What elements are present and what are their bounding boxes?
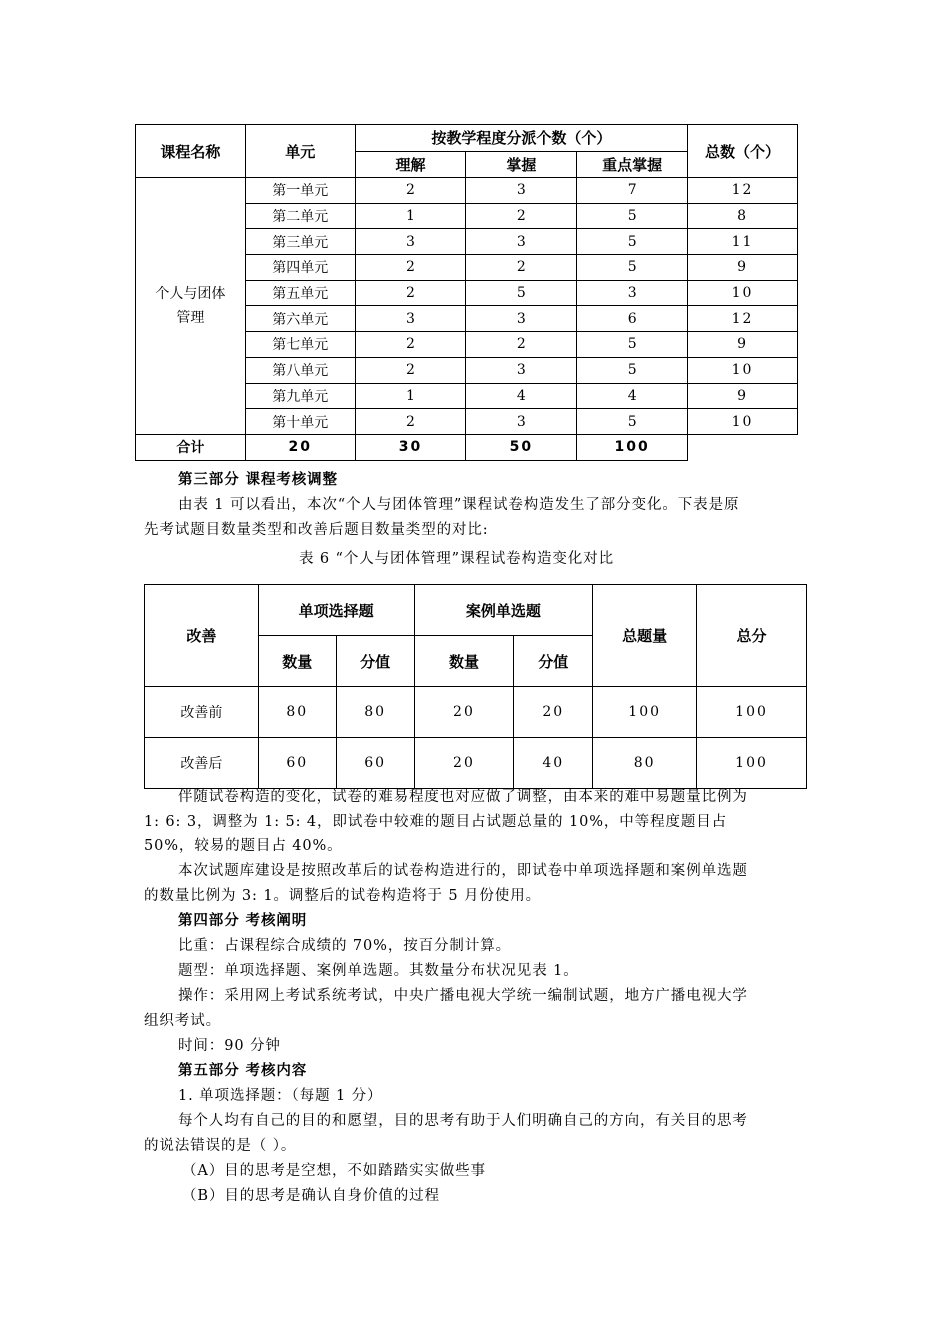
sc-count-cell: 60: [258, 738, 336, 789]
table-row: [145, 687, 807, 738]
header-single-choice: 单项选择题: [258, 585, 414, 636]
total-cell: 12: [688, 306, 798, 332]
question-line1: 每个人均有自己的目的和愿望，目的思考有助于人们明确自己的方向，有关目的思考: [178, 1113, 748, 1129]
total-cell: 9: [688, 255, 798, 281]
cc-score-cell: 20: [514, 687, 593, 738]
understand-cell: 2: [355, 255, 466, 281]
understand-cell: 3: [355, 229, 466, 255]
row-label: 改善前: [145, 687, 259, 738]
header-master: 掌握: [466, 151, 577, 178]
unit-cell: 第八单元: [245, 357, 355, 383]
total-cell: 11: [688, 229, 798, 255]
course-name-cell: [136, 178, 246, 435]
key-cell: 5: [577, 332, 688, 358]
sum-key: 50: [466, 434, 577, 460]
total-q-cell: 100: [593, 687, 697, 738]
option-a: （A）目的思考是空想，不如踏踏实实做些事: [182, 1163, 486, 1179]
para3-line2: 的数量比例为 3: 1。调整后的试卷构造将于 5 月份使用。: [144, 888, 541, 904]
header-cc-score: 分值: [514, 636, 593, 687]
total-cell: 9: [688, 332, 798, 358]
unit-cell: 第四单元: [245, 255, 355, 281]
master-cell: 3: [466, 178, 577, 204]
total-cell: 9: [688, 383, 798, 409]
header-course: 课程名称: [136, 125, 246, 178]
master-cell: 3: [466, 306, 577, 332]
understand-cell: 2: [355, 409, 466, 435]
cc-score-cell: 40: [514, 738, 593, 789]
part4-operation-line2: 组织考试。: [144, 1013, 221, 1029]
header-sc-score: 分值: [336, 636, 414, 687]
part4-heading: 第四部分 考核阐明: [178, 913, 308, 929]
unit-distribution-table: [135, 124, 798, 461]
part4-types: 题型：单项选择题、案例单选题。其数量分布状况见表 1。: [178, 963, 579, 979]
sum-total: 100: [577, 434, 688, 460]
understand-cell: 3: [355, 306, 466, 332]
para2-line3: 50%，较易的题目占 40%。: [144, 838, 343, 854]
para2-line1: 伴随试卷构造的变化，试卷的难易程度也对应做了调整，由本来的难中易题量比例为: [178, 789, 748, 805]
key-cell: 5: [577, 357, 688, 383]
part3-para-line2: 先考试题目数量类型和改善后题目数量类型的对比:: [144, 522, 489, 538]
master-cell: 4: [466, 383, 577, 409]
understand-cell: 2: [355, 280, 466, 306]
table-caption: 表 6 “个人与团体管理”课程试卷构造变化对比: [299, 551, 614, 567]
sc-count-cell: 80: [258, 687, 336, 738]
option-b: （B）目的思考是确认自身价值的过程: [182, 1188, 440, 1204]
unit-cell: 第五单元: [245, 280, 355, 306]
key-cell: 7: [577, 178, 688, 204]
master-cell: 5: [466, 280, 577, 306]
course-name-line2: 管理: [176, 309, 205, 326]
key-cell: 5: [577, 203, 688, 229]
total-score-cell: 100: [697, 687, 807, 738]
header-unit: 单元: [245, 125, 355, 178]
part4-time: 时间：90 分钟: [178, 1038, 281, 1054]
sum-label: 合计: [136, 434, 246, 460]
header-sc-count: 数量: [258, 636, 336, 687]
total-cell: 10: [688, 280, 798, 306]
total-cell: 12: [688, 178, 798, 204]
header-cc-count: 数量: [414, 636, 514, 687]
question-type: 1. 单项选择题：（每题 1 分）: [178, 1088, 383, 1104]
total-q-cell: 80: [593, 738, 697, 789]
cc-count-cell: 20: [414, 738, 514, 789]
part3-para-line1: 由表 1 可以看出，本次“个人与团体管理”课程试卷构造发生了部分变化。下表是原: [178, 497, 740, 513]
part3-heading: 第三部分 课程考核调整: [178, 472, 338, 488]
key-cell: 5: [577, 255, 688, 281]
question-line2: 的说法错误的是（ ）。: [144, 1138, 297, 1154]
total-score-cell: 100: [697, 738, 807, 789]
sc-score-cell: 80: [336, 687, 414, 738]
header-case-choice: 案例单选题: [414, 585, 593, 636]
master-cell: 3: [466, 357, 577, 383]
sum-understand: 20: [245, 434, 355, 460]
part4-weight: 比重：占课程综合成绩的 70%，按百分制计算。: [178, 938, 512, 954]
header-improve: 改善: [145, 585, 259, 687]
key-cell: 3: [577, 280, 688, 306]
understand-cell: 1: [355, 203, 466, 229]
unit-cell: 第十单元: [245, 409, 355, 435]
total-cell: 10: [688, 357, 798, 383]
understand-cell: 1: [355, 383, 466, 409]
table-row: [136, 178, 798, 204]
master-cell: 2: [466, 203, 577, 229]
header-total-score: 总分: [697, 585, 807, 687]
part4-operation-line1: 操作：采用网上考试系统考试，中央广播电视大学统一编制试题，地方广播电视大学: [178, 988, 748, 1004]
master-cell: 2: [466, 255, 577, 281]
master-cell: 3: [466, 229, 577, 255]
key-cell: 5: [577, 229, 688, 255]
total-cell: 10: [688, 409, 798, 435]
row-label: 改善后: [145, 738, 259, 789]
exam-structure-table: [144, 584, 807, 789]
para3-line1: 本次试题库建设是按照改革后的试卷构造进行的，即试卷中单项选择题和案例单选题: [178, 863, 748, 879]
key-cell: 6: [577, 306, 688, 332]
cc-count-cell: 20: [414, 687, 514, 738]
master-cell: 2: [466, 332, 577, 358]
understand-cell: 2: [355, 178, 466, 204]
course-name-line1: 个人与团体: [155, 285, 226, 302]
para2-line2: 1: 6: 3，调整为 1: 5: 4，即试卷中较难的题目占试题总量的 10%，中等程度题目占: [144, 814, 728, 830]
header-total: 总数（个）: [688, 125, 798, 178]
key-cell: 4: [577, 383, 688, 409]
header-understand: 理解: [355, 151, 466, 178]
sum-master: 30: [355, 434, 466, 460]
master-cell: 3: [466, 409, 577, 435]
header-group: 按教学程度分派个数（个）: [355, 125, 687, 152]
table-row: [145, 738, 807, 789]
unit-cell: 第九单元: [245, 383, 355, 409]
unit-cell: 第三单元: [245, 229, 355, 255]
unit-cell: 第一单元: [245, 178, 355, 204]
part5-heading: 第五部分 考核内容: [178, 1063, 308, 1079]
understand-cell: 2: [355, 332, 466, 358]
total-cell: 8: [688, 203, 798, 229]
understand-cell: 2: [355, 357, 466, 383]
key-cell: 5: [577, 409, 688, 435]
sc-score-cell: 60: [336, 738, 414, 789]
unit-cell: 第六单元: [245, 306, 355, 332]
sum-row: [136, 434, 798, 460]
unit-cell: 第七单元: [245, 332, 355, 358]
header-key-master: 重点掌握: [577, 151, 688, 178]
unit-cell: 第二单元: [245, 203, 355, 229]
header-total-questions: 总题量: [593, 585, 697, 687]
